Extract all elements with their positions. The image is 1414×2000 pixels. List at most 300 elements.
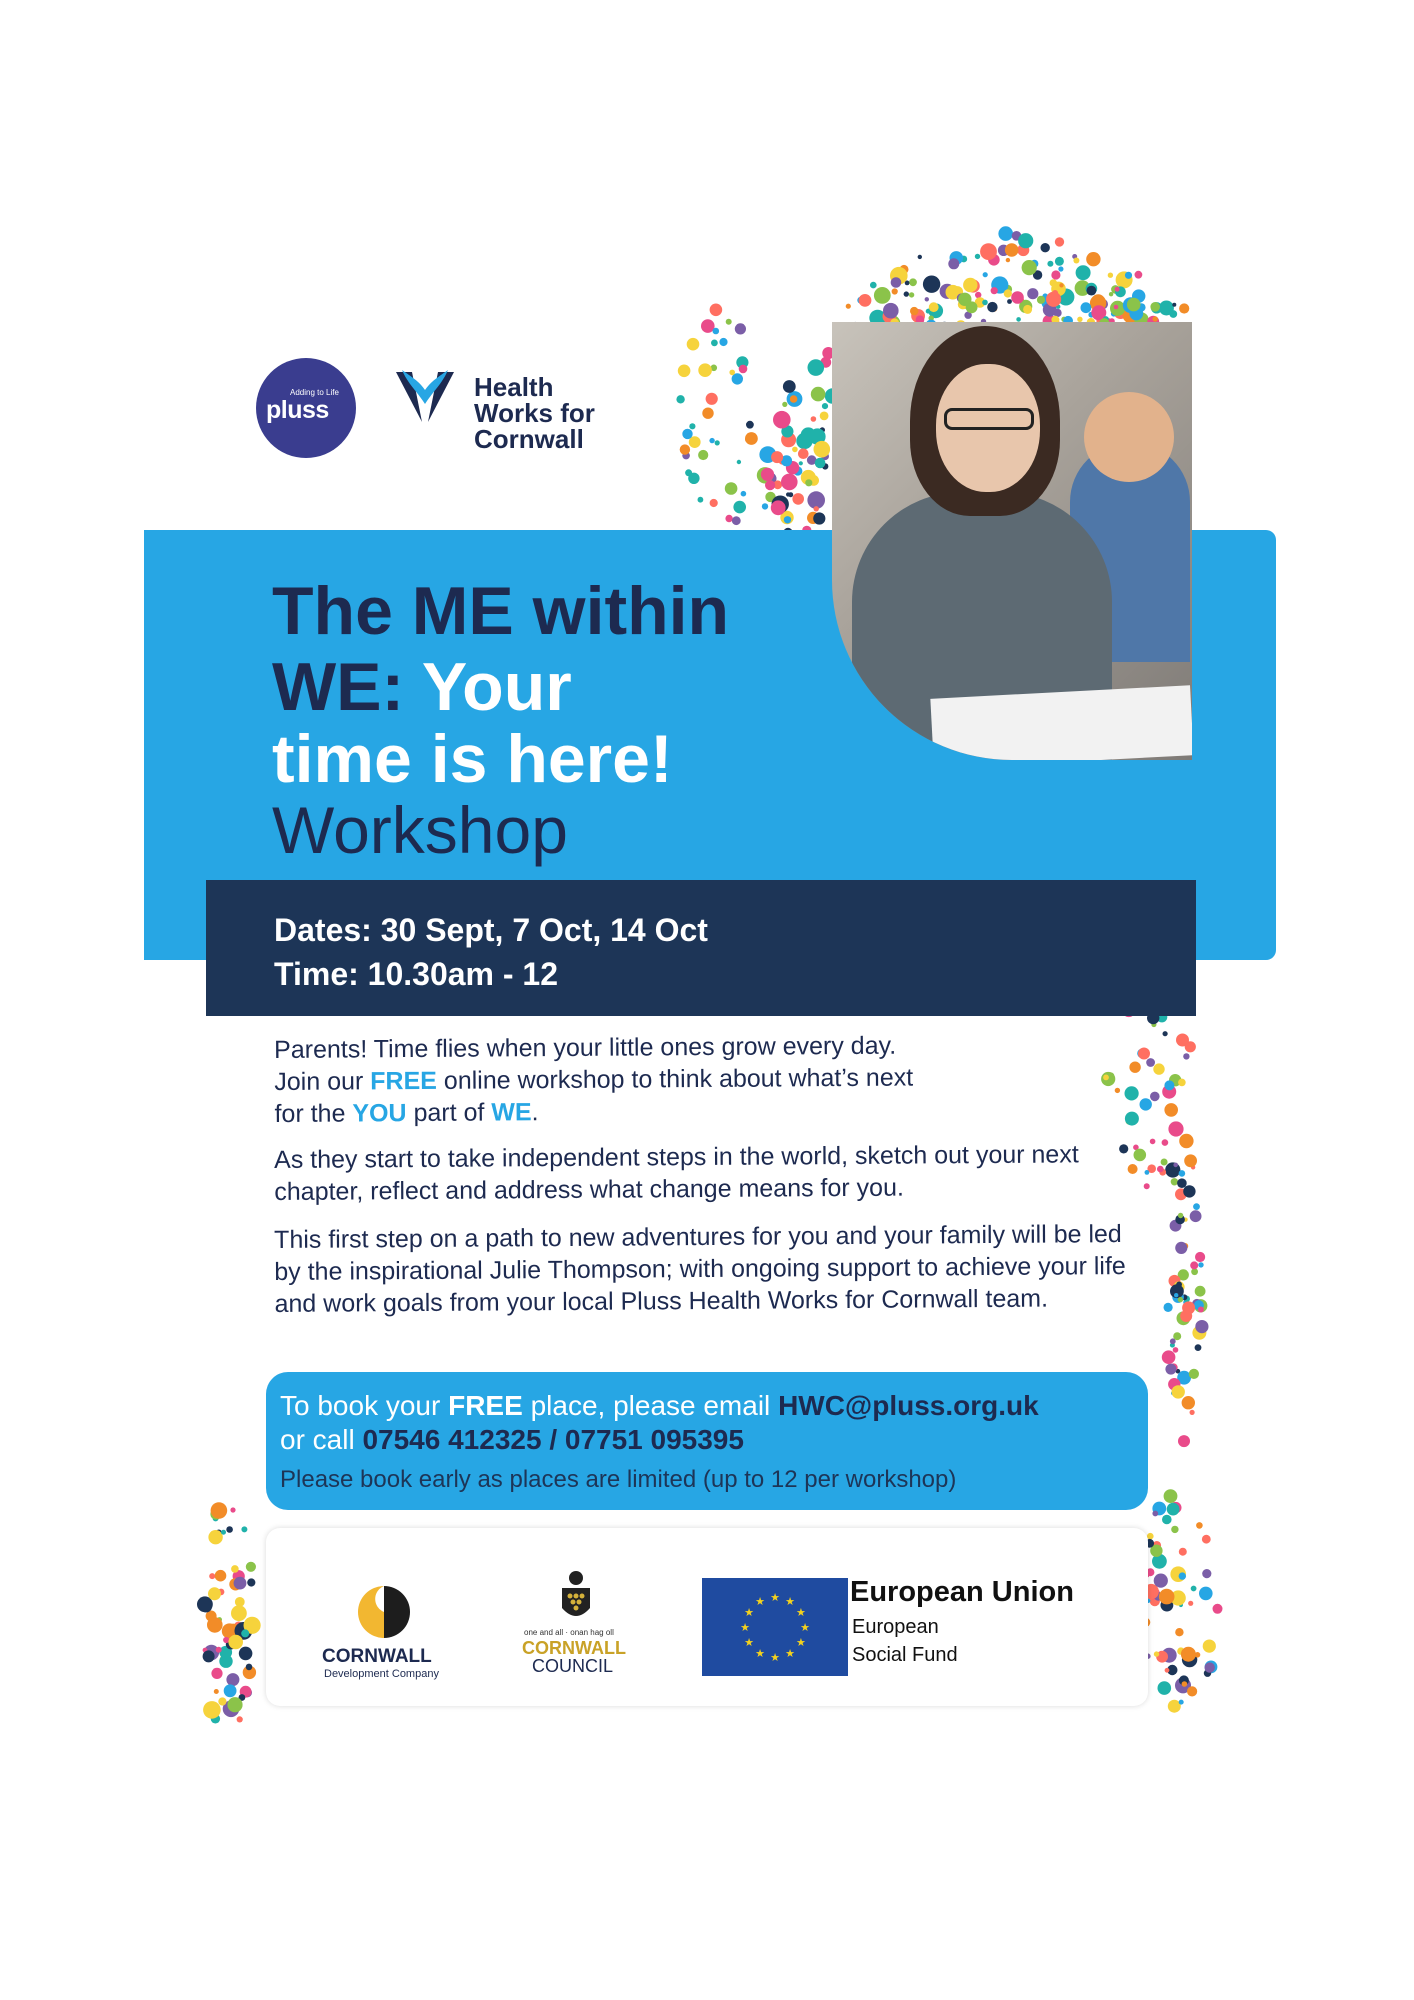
confetti-dot [1003, 285, 1012, 294]
eu-star-icon: ★ [744, 1607, 754, 1619]
confetti-dot [1195, 1320, 1208, 1333]
confetti-dot [815, 458, 826, 469]
confetti-dot [982, 300, 988, 306]
confetti-dot [1170, 1502, 1181, 1513]
confetti-dot [1051, 270, 1060, 279]
confetti-dot [1086, 252, 1100, 266]
confetti-dot [1150, 1596, 1160, 1606]
confetti-dot [682, 452, 690, 460]
confetti-dot [1171, 1590, 1186, 1605]
cornwall-council-crest-icon [556, 1568, 596, 1626]
confetti-dot [820, 412, 829, 421]
confetti-dot [1150, 302, 1160, 312]
confetti-dot [765, 492, 775, 502]
confetti-dot [975, 292, 981, 298]
confetti-dot [701, 319, 715, 333]
confetti-dot [1108, 273, 1113, 278]
confetti-dot [227, 1697, 242, 1712]
confetti-dot [1172, 1385, 1185, 1398]
confetti-dot [792, 493, 804, 505]
confetti-dot [1190, 1210, 1202, 1222]
confetti-dot [820, 427, 825, 432]
confetti-dot [197, 1596, 213, 1612]
confetti-dot [1164, 1103, 1178, 1117]
confetti-dot [809, 428, 825, 444]
confetti-dot [822, 463, 828, 469]
confetti-dot [229, 1578, 241, 1590]
confetti-dot [1123, 305, 1127, 309]
confetti-dot [1184, 1189, 1189, 1194]
confetti-dot [214, 1621, 218, 1625]
confetti-dot [1098, 299, 1108, 309]
confetti-dot [680, 444, 690, 454]
confetti-dot [778, 457, 786, 465]
confetti-dot [811, 387, 826, 402]
confetti-dot [772, 496, 789, 513]
confetti-dot [682, 429, 692, 439]
confetti-dot [900, 265, 909, 274]
confetti-dot [1152, 1554, 1167, 1569]
confetti-dot [762, 503, 768, 509]
confetti-dot [1182, 1294, 1188, 1300]
confetti-dot [781, 432, 796, 447]
confetti-dot [1192, 1326, 1206, 1340]
confetti-dot [228, 1635, 243, 1650]
confetti-dot [1018, 233, 1033, 248]
confetti-dot [1194, 1300, 1204, 1310]
confetti-dot [1158, 1681, 1172, 1695]
confetti-dot [1177, 1371, 1191, 1385]
confetti-dot [203, 1648, 208, 1653]
confetti-dot [1170, 1363, 1178, 1371]
confetti-dot [933, 304, 939, 310]
confetti-dot [746, 421, 754, 429]
title-line-1: The ME within [272, 573, 730, 649]
health-works-heart-icon [392, 366, 458, 426]
confetti-dot [1179, 1675, 1189, 1685]
confetti-dot [1182, 1396, 1195, 1409]
confetti-dot [786, 492, 790, 496]
confetti-dot [1151, 302, 1162, 313]
confetti-dot [1192, 1299, 1201, 1308]
hwc-line-1: Health [474, 372, 554, 402]
confetti-dot [1174, 1293, 1178, 1297]
confetti-dot [688, 473, 699, 484]
intro-line-1: Parents! Time flies when your little ones grow every day. [274, 1031, 897, 1064]
booking-phone-numbers[interactable]: 07546 412325 / 07751 095395 [362, 1424, 744, 1455]
confetti-dot [967, 279, 980, 292]
confetti-dot [1195, 1286, 1206, 1297]
cdc-name: CORNWALL [322, 1646, 432, 1667]
confetti-dot [883, 303, 899, 319]
confetti-dot [1122, 306, 1139, 323]
confetti-dot [217, 1617, 222, 1622]
confetti-dot [219, 1646, 232, 1659]
confetti-dot [715, 440, 720, 445]
confetti-dot [1179, 1603, 1183, 1607]
confetti-dot [1059, 283, 1063, 287]
confetti-dot [1162, 1350, 1176, 1364]
confetti-dot [808, 475, 819, 486]
confetti-dot [807, 512, 819, 524]
confetti-dot [870, 282, 877, 289]
highlight-we: WE [491, 1098, 532, 1127]
confetti-dot [792, 447, 798, 453]
confetti-dot [235, 1597, 245, 1607]
confetti-dot [1179, 1548, 1187, 1556]
confetti-dot [1179, 1134, 1193, 1148]
confetti-dot [1178, 1435, 1190, 1447]
confetti-dot [1156, 1651, 1168, 1663]
confetti-dot [1162, 1085, 1176, 1099]
confetti-dot [241, 1526, 247, 1532]
confetti-dot [203, 1650, 215, 1662]
confetti-dot [685, 469, 692, 476]
confetti-dot [725, 482, 738, 495]
confetti-dot [759, 446, 776, 463]
booking-free: FREE [448, 1390, 523, 1421]
confetti-dot [1179, 1572, 1186, 1579]
confetti-dot [1164, 1080, 1174, 1090]
confetti-dot [736, 356, 748, 368]
confetti-dot [983, 272, 988, 277]
confetti-dot [968, 282, 973, 287]
confetti-dot [1151, 1022, 1156, 1027]
confetti-dot [1177, 1647, 1184, 1654]
confetti-dot [1173, 1281, 1184, 1292]
booking-text-mid: place, please email [522, 1390, 779, 1421]
confetti-dot [807, 455, 817, 465]
confetti-dot [1045, 306, 1054, 315]
confetti-dot [1012, 231, 1022, 241]
eu-star-icon: ★ [755, 1596, 765, 1609]
confetti-dot [1023, 305, 1032, 314]
confetti-dot [698, 497, 704, 503]
confetti-dot [242, 1688, 252, 1698]
confetti-dot [1088, 312, 1094, 318]
confetti-dot [726, 319, 732, 325]
confetti-dot [1161, 1159, 1168, 1166]
confetti-dot [1178, 1079, 1186, 1087]
confetti-dot [1055, 237, 1064, 246]
confetti-dot [980, 243, 997, 260]
confetti-dot [735, 323, 746, 334]
eu-star-icon: ★ [800, 1622, 810, 1634]
confetti-dot [1173, 1347, 1179, 1353]
confetti-dot [1182, 1681, 1188, 1687]
confetti-dot [846, 304, 851, 309]
confetti-dot [209, 1573, 215, 1579]
confetti-dot [737, 460, 741, 464]
confetti-dot [807, 491, 825, 509]
text-for: for the [274, 1099, 353, 1128]
confetti-dot [1170, 1566, 1186, 1582]
confetti-dot [1188, 1601, 1193, 1606]
confetti-dot [1199, 1587, 1213, 1601]
confetti-dot [240, 1686, 252, 1698]
confetti-dot [929, 302, 939, 312]
confetti-dot [958, 299, 968, 309]
cornwall-council-name-2: COUNCIL [532, 1656, 614, 1676]
confetti-dot [702, 408, 713, 419]
adventure-paragraph: This first step on a path to new adventures for you and your family will be led by the inspirational Julie Thompson; with ongoing support to achieve your life and work goals from your local Pluss Health Works for Cornwall team. [274, 1220, 1126, 1318]
confetti-dot [235, 1622, 253, 1640]
confetti-dot [808, 359, 825, 376]
confetti-dot [918, 255, 922, 259]
confetti-dot [782, 402, 787, 407]
confetti-dot [1162, 1648, 1177, 1663]
confetti-dot [1090, 295, 1106, 311]
confetti-dot [226, 1639, 237, 1650]
confetti-dot [1191, 1165, 1195, 1169]
eu-star-icon: ★ [755, 1647, 765, 1660]
confetti-dot [786, 461, 799, 474]
hwc-line-3: Cornwall [474, 424, 584, 454]
confetti-dot [1170, 1343, 1175, 1348]
confetti-dot [243, 1666, 256, 1679]
confetti-dot [233, 1570, 245, 1582]
confetti-dot [1154, 1651, 1159, 1656]
photo-child-head [1084, 392, 1174, 482]
confetti-dot [687, 338, 700, 351]
confetti-dot [909, 292, 914, 297]
confetti-dot [1176, 1034, 1189, 1047]
intro-line-3 [274, 1092, 1154, 1130]
confetti-dot [1183, 1296, 1190, 1303]
confetti-dot [1190, 1410, 1195, 1415]
confetti-dot [1109, 292, 1113, 296]
confetti-dot [1129, 307, 1143, 321]
confetti-dot [1042, 296, 1055, 309]
confetti-dot [821, 452, 829, 460]
confetti-dot [223, 1701, 240, 1718]
confetti-dot [204, 1645, 219, 1660]
hero-photo-parent-with-child [832, 322, 1192, 760]
confetti-dot [784, 516, 791, 523]
confetti-dot [761, 468, 774, 481]
confetti-dot [780, 511, 793, 524]
confetti-dot [1190, 1261, 1198, 1269]
booking-note: Please book early as places are limited (up to 12 per workshop) [280, 1466, 957, 1493]
confetti-dot [1153, 1063, 1164, 1074]
confetti-dot [773, 480, 782, 489]
confetti-dot [1115, 287, 1120, 292]
confetti-dot [814, 441, 831, 458]
confetti-dot [1042, 293, 1048, 299]
confetti-dot [244, 1617, 261, 1634]
confetti-dot [689, 436, 701, 448]
confetti-dot [211, 1502, 228, 1519]
confetti-dot [745, 432, 758, 445]
health-works-for-cornwall-logo-text [474, 374, 624, 452]
confetti-dot [940, 284, 955, 299]
confetti-dot [711, 365, 718, 372]
confetti-dot [890, 267, 908, 285]
confetti-dot [1051, 282, 1066, 297]
confetti-dot [1184, 1154, 1197, 1167]
cornwall-development-company-icon [356, 1584, 412, 1640]
confetti-dot [909, 278, 917, 286]
confetti-dot [1055, 257, 1064, 266]
confetti-dot [1086, 283, 1098, 295]
confetti-dot [925, 282, 932, 289]
workshop-dates: Dates: 30 Sept, 7 Oct, 14 Oct [274, 912, 708, 948]
confetti-dot [764, 473, 776, 485]
booking-line-2 [280, 1424, 744, 1456]
confetti-dot [813, 512, 825, 524]
confetti-dot [218, 1589, 225, 1596]
confetti-dot [1178, 1297, 1183, 1302]
photo-glasses [944, 408, 1034, 430]
confetti-dot [678, 365, 691, 378]
confetti-dot [1081, 302, 1092, 313]
confetti-dot [1165, 1668, 1170, 1673]
confetti-dot [203, 1701, 221, 1719]
confetti-dot [1159, 1589, 1175, 1605]
confetti-dot [709, 438, 714, 443]
intro-paragraph [274, 1028, 1155, 1130]
confetti-dot [1191, 1268, 1198, 1275]
confetti-dot [987, 302, 997, 312]
confetti-dot [1179, 1170, 1186, 1177]
confetti-dot [239, 1647, 253, 1661]
confetti-dot [1167, 1665, 1177, 1675]
eu-star-icon: ★ [770, 1592, 780, 1604]
highlight-free: FREE [370, 1066, 438, 1096]
confetti-dot [219, 1655, 232, 1668]
confetti-dot [745, 436, 752, 443]
confetti-dot [241, 1629, 249, 1637]
confetti-dot [910, 307, 918, 315]
confetti-dot [1178, 1213, 1183, 1218]
confetti-dot [1182, 1301, 1195, 1314]
confetti-dot [950, 251, 964, 265]
confetti-dot [1091, 305, 1106, 320]
confetti-dot [874, 287, 891, 304]
confetti-dot [798, 448, 809, 459]
confetti-dot [211, 1714, 220, 1723]
confetti-dot [1176, 1282, 1182, 1288]
confetti-dot [1157, 1166, 1164, 1173]
confetti-dot [991, 287, 998, 294]
confetti-dot [811, 416, 817, 422]
confetti-dot [218, 1697, 226, 1705]
booking-email-link[interactable]: HWC@pluss.org.uk [778, 1390, 1039, 1421]
confetti-dot [1147, 1533, 1154, 1540]
confetti-dot [1058, 266, 1063, 271]
confetti-dot [1114, 305, 1119, 310]
confetti-dot [781, 425, 793, 437]
confetti-dot [1093, 308, 1097, 312]
cornwall-council-name-1: CORNWALL [522, 1638, 626, 1658]
confetti-dot [1189, 1369, 1199, 1379]
confetti-dot [1022, 260, 1037, 275]
confetti-dot [1182, 1243, 1188, 1249]
confetti-dot [739, 365, 748, 374]
confetti-dot [892, 288, 898, 294]
confetti-dot [223, 1637, 229, 1643]
confetti-dot [206, 1611, 217, 1622]
confetti-dot [1175, 1677, 1191, 1693]
confetti-dot [1137, 303, 1145, 311]
confetti-dot [963, 278, 977, 292]
confetti-dot [801, 470, 816, 485]
confetti-dot [221, 1530, 226, 1535]
confetti-dot [799, 461, 803, 465]
hwc-line-2: Works for [474, 398, 595, 428]
confetti-dot [1175, 1215, 1185, 1225]
confetti-dot [1179, 1700, 1184, 1705]
confetti-dot [1194, 1299, 1207, 1312]
title-line-2-your: Your [421, 649, 572, 725]
cornwall-council-motto: one and all · onan hag oll [524, 1628, 614, 1637]
eu-star-icon: ★ [796, 1637, 806, 1649]
confetti-dot [991, 306, 997, 312]
confetti-dot [975, 254, 980, 259]
confetti-dot [1183, 1398, 1188, 1403]
confetti-dot [1011, 291, 1024, 304]
confetti-dot [234, 1577, 247, 1590]
confetti-dot [1177, 1178, 1187, 1188]
confetti-dot [1073, 258, 1079, 264]
confetti-dot [1176, 1369, 1181, 1374]
pluss-logo-text: pluss [266, 396, 329, 424]
text-rest: online workshop to think about what’s next [436, 1063, 914, 1095]
confetti-dot [1184, 1218, 1188, 1222]
confetti-dot [1180, 1310, 1192, 1322]
eu-flag-icon [702, 1578, 848, 1676]
eu-star-icon: ★ [770, 1652, 780, 1664]
confetti-dot [1005, 243, 1019, 257]
confetti-dot [991, 276, 1008, 293]
confetti-dot [1169, 1074, 1181, 1086]
confetti-dot [706, 393, 718, 405]
confetti-dot [1162, 1139, 1169, 1146]
confetti-dot [1125, 272, 1132, 279]
confetti-dot [765, 480, 775, 490]
text-part-of: part of [406, 1098, 492, 1128]
confetti-dot [1202, 1535, 1211, 1544]
confetti-dot [1033, 270, 1042, 279]
confetti-dot [1027, 288, 1038, 299]
confetti-dot [213, 1515, 219, 1521]
confetti-dot [1172, 1291, 1184, 1303]
booking-text-pre: To book your [280, 1390, 449, 1421]
confetti-dot [1152, 1511, 1158, 1517]
title-line-2-we: WE: [272, 649, 422, 725]
title-line-3: time is here! [272, 721, 673, 797]
confetti-dot [713, 328, 720, 335]
photo-paper [930, 685, 1192, 760]
confetti-dot [220, 1656, 227, 1663]
confetti-dot [822, 403, 828, 409]
confetti-dot [1050, 279, 1057, 286]
confetti-dot [676, 395, 684, 403]
confetti-dot [781, 474, 798, 491]
confetti-dot [214, 1508, 223, 1517]
confetti-dot [1170, 1338, 1176, 1344]
confetti-dot [741, 491, 747, 497]
confetti-dot [698, 450, 708, 460]
confetti-dot [210, 1509, 221, 1520]
confetti-dot [1132, 289, 1145, 302]
confetti-dot [1111, 285, 1120, 294]
confetti-dot [1205, 1662, 1215, 1672]
confetti-dot [1150, 1545, 1162, 1557]
confetti-dot [966, 301, 978, 313]
confetti-dot [1205, 1661, 1218, 1674]
confetti-dot [1043, 303, 1057, 317]
